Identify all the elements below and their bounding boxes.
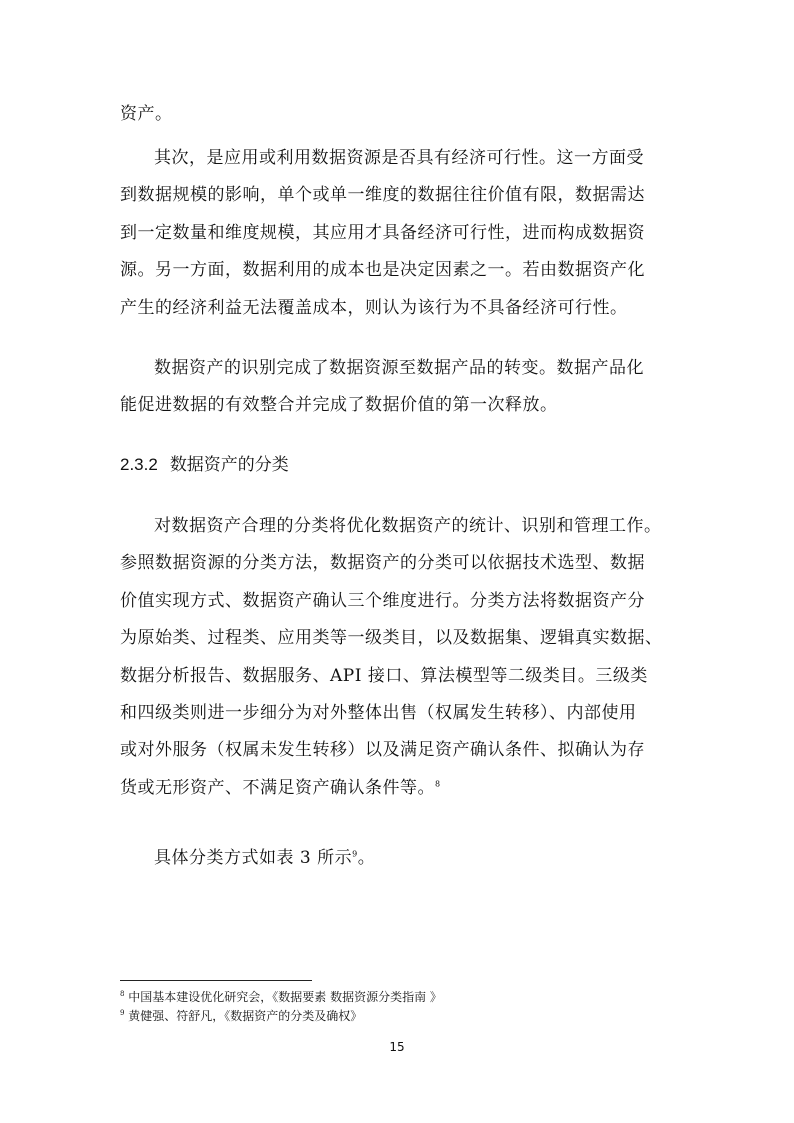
text-line: [120, 840, 680, 877]
paragraph-table-reference: [120, 840, 680, 877]
section-number: 2.3.2: [120, 455, 158, 474]
text-line: 参照数据资源的分类方法，数据资产的分类可以依据技术选型、数据: [120, 553, 645, 574]
text-line: 价值实现方式、数据资产确认三个维度进行。分类方法将数据资产分: [120, 590, 645, 611]
footnote-ref-8[interactable]: 8: [435, 779, 441, 789]
text-line-last: 货或无形资产、不满足资产确认条件等。: [120, 777, 435, 798]
text-line: [120, 770, 680, 807]
footnote-text: 黄健强、符舒凡，《数据资产的分类及确权》: [128, 1009, 363, 1023]
text-line: 资产。: [120, 104, 173, 124]
text-segment: 具体分类方式如表 3 所示: [154, 848, 353, 868]
page-number: 15: [389, 1040, 405, 1054]
text-line: 对数据资产合理的分类将优化数据资产的统计、识别和管理工作。: [154, 516, 662, 536]
footnote-ref-9[interactable]: 9: [352, 849, 358, 859]
text-line: 和四级类则进一步细分为对外整体出售（权属发生转移）、内部使用: [120, 703, 637, 724]
paragraph-continued: [120, 96, 680, 133]
section-title: 数据资产的分类: [169, 455, 289, 475]
text-line: 产生的经济利益无法覆盖成本，则认为该行为不具备经济可行性。: [120, 297, 628, 318]
text-line: 数据资产的识别完成了数据资源至数据产品的转变。数据产品化: [154, 358, 644, 378]
text-segment: 。: [357, 848, 376, 868]
text-line: 到数据规模的影响，单个或单一维度的数据往往价值有限，数据需达: [120, 185, 645, 206]
footnote-8: [120, 988, 442, 1006]
paragraph-classification: [120, 508, 680, 807]
text-line: 为原始类、过程类、应用类等一级类目，以及数据集、逻辑真实数据、: [120, 628, 663, 649]
paragraph-identification: [120, 350, 680, 425]
footnote-mark: 9: [120, 1009, 125, 1017]
footnote-9: [120, 1007, 362, 1025]
text-line: 数据分析报告、数据服务、API 接口、算法模型等二级类目。三级类: [120, 665, 648, 686]
text-line: 能促进数据的有效整合并完成了数据价值的第一次释放。: [120, 395, 558, 416]
footnote-text: 中国基本建设优化研究会，《数据要素 数据资源分类指南 》: [128, 990, 442, 1004]
footnote-mark: 8: [120, 990, 125, 998]
text-line: 或对外服务（权属未发生转移）以及满足资产确认条件、拟确认为存: [120, 740, 645, 761]
paragraph-economic-feasibility: [120, 140, 680, 327]
footnote-divider: [120, 980, 312, 981]
text-line: 源。另一方面，数据利用的成本也是决定因素之一。若由数据资产化: [120, 260, 645, 281]
text-line: 到一定数量和维度规模，其应用才具备经济可行性，进而构成数据资: [120, 222, 645, 243]
section-heading: [120, 452, 289, 478]
text-line: 其次，是应用或利用数据资源是否具有经济可行性。这一方面受: [154, 148, 644, 168]
